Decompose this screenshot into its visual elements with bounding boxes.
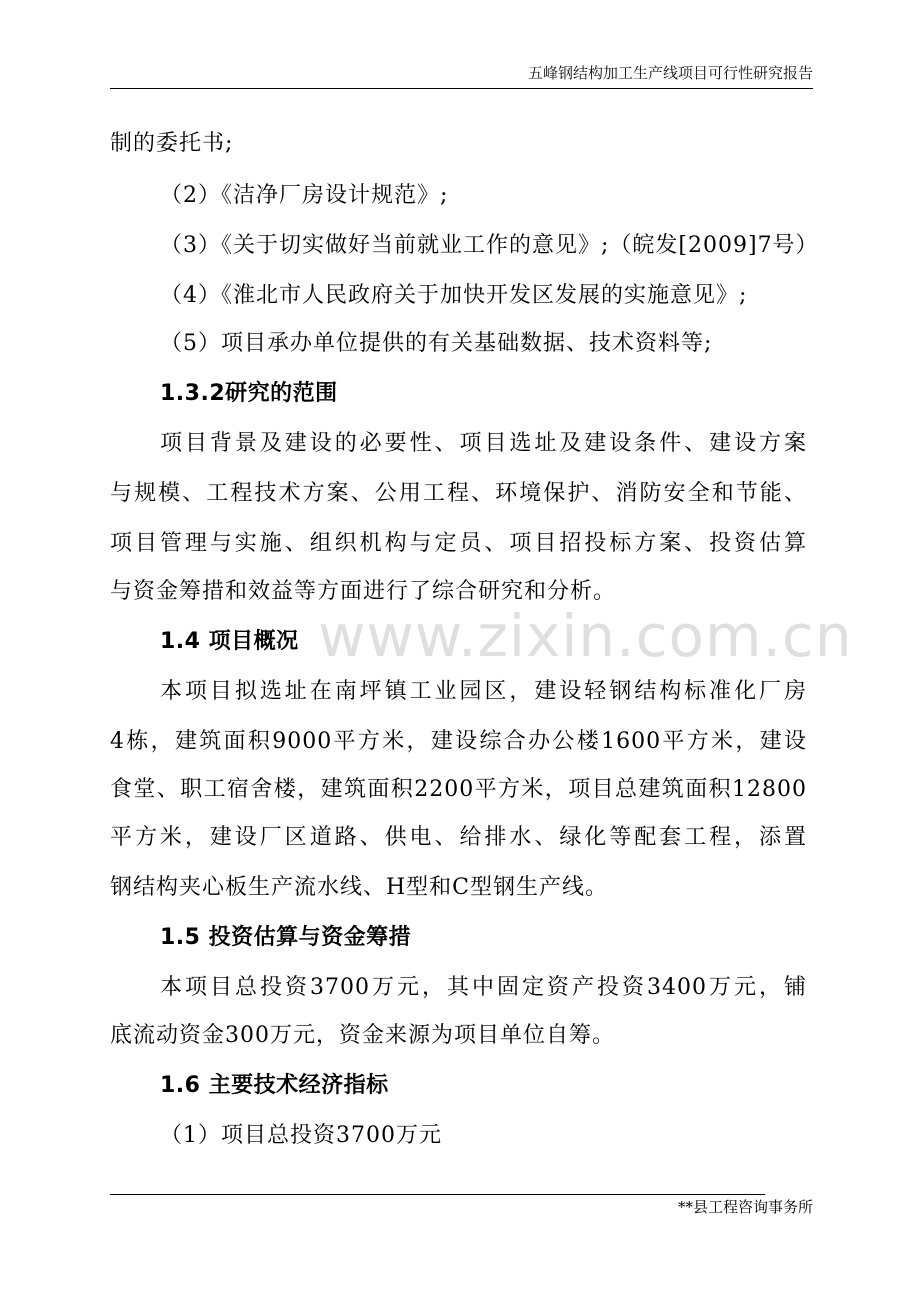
paragraph-line: 项目管理与实施、组织机构与定员、项目招投标方案、投资估算 — [110, 531, 807, 556]
indicator-item-1: （1）项目总投资3700万元 — [160, 1123, 442, 1148]
paragraph-line: 底流动资金300万元，资金来源为项目单位自筹。 — [110, 1023, 615, 1048]
body-line: 制的委托书; — [110, 131, 234, 156]
reference-item-5: （5）项目承办单位提供的有关基础数据、技术资料等; — [160, 331, 713, 356]
footer-rule — [110, 1194, 765, 1195]
section-heading-1-6: 1.6 主要技术经济指标 — [160, 1073, 389, 1098]
watermark: www.zixin.com.cn — [318, 602, 853, 670]
paragraph-line: 本项目拟选址在南坪镇工业园区，建设轻钢结构标准化厂房 — [160, 679, 807, 704]
paragraph-line: 钢结构夹心板生产流水线、H型和C型钢生产线。 — [110, 875, 609, 900]
section-heading-1-5: 1.5 投资估算与资金筹措 — [160, 925, 412, 950]
paragraph-line: 本项目总投资3700万元，其中固定资产投资3400万元，铺 — [160, 975, 807, 1000]
paragraph-line: 与规模、工程技术方案、公用工程、环境保护、消防安全和节能、 — [110, 481, 807, 506]
reference-item-3: （3）《关于切实做好当前就业工作的意见》;（皖发[2009]7号） — [160, 233, 819, 258]
header-rule — [110, 88, 813, 89]
reference-item-4: （4）《淮北市人民政府关于加快开发区发展的实施意见》; — [160, 283, 748, 308]
paragraph-line: 食堂、职工宿舍楼，建筑面积2200平方米，项目总建筑面积12800 — [110, 777, 807, 802]
section-heading-1-3-2: 1.3.2研究的范围 — [160, 381, 338, 406]
paragraph-line: 平方米，建设厂区道路、供电、给排水、绿化等配套工程，添置 — [110, 825, 807, 850]
paragraph-line: 4栋，建筑面积9000平方米，建设综合办公楼1600平方米，建设 — [110, 729, 807, 754]
paragraph-line: 与资金筹措和效益等方面进行了综合研究和分析。 — [110, 579, 617, 604]
paragraph-line: 项目背景及建设的必要性、项目选址及建设条件、建设方案 — [160, 431, 807, 456]
reference-item-2: （2）《洁净厂房设计规范》; — [160, 183, 449, 208]
running-header: 五峰钢结构加工生产线项目可行性研究报告 — [527, 64, 813, 82]
section-heading-1-4: 1.4 项目概况 — [160, 629, 299, 654]
footer-organization: **县工程咨询事务所 — [677, 1198, 813, 1216]
